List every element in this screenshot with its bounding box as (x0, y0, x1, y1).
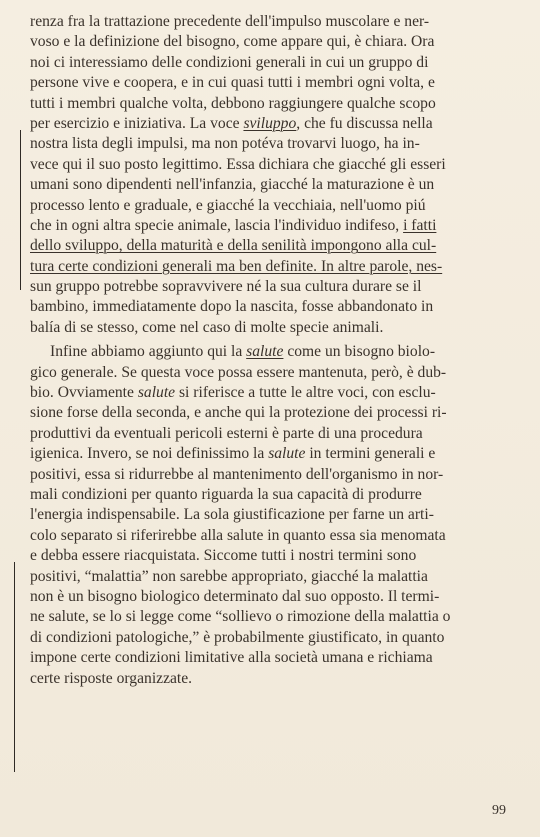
text-line: bio. Ovviamente salute si riferisce a tutte le altre voci, con esclu- (30, 384, 436, 402)
text-line: certe risposte organizzate. (30, 669, 193, 687)
text-line: persone vive e coopera, e in cui quasi tutti i membri ogni volta, e (30, 74, 435, 92)
text-line: nostra lista degli impulsi, ma non potéva trovarvi luogo, ha in- (30, 135, 420, 153)
text-line: sione forse della seconda, e anche qui la protezione dei processi ri- (30, 404, 447, 422)
text-line: gico generale. Se questa voce possa essere mantenuta, però, è dub- (30, 363, 447, 381)
text-line: noi ci interessiamo delle condizioni generali in cui un gruppo di (30, 53, 429, 71)
text-line: e debba essere riacquistata. Siccome tutti i nostri termini sono (30, 547, 417, 565)
text-line: tutti i membri qualche volta, debbono raggiungere qualche scopo (30, 94, 436, 112)
underlined-line: tura certe condizioni generali ma ben definite. In altre parole, nes- (30, 257, 443, 275)
term-salute: salute (246, 343, 284, 361)
term-salute: salute (137, 384, 176, 402)
text-line: ne salute, se lo si legge come “sollievo o rimozione della malattia o (30, 608, 451, 626)
text-line: l'energia indispensabile. La sola giustificazione per farne un arti- (30, 506, 434, 524)
text-line: di condizioni patologiche,” è probabilmente giustificato, in quanto (30, 628, 445, 646)
text-line: per esercizio e iniziativa. La voce sviluppo, che fu discussa nella (30, 114, 433, 132)
text-line: sun gruppo potrebbe sopravvivere né la sua cultura durare se il (30, 278, 422, 296)
text-line: Infine abbiamo aggiunto qui la salute come un bisogno biolo- (50, 343, 436, 361)
underlined-line: dello sviluppo, della maturità e della senilità impongono alla cul- (30, 237, 437, 255)
term-salute: salute (268, 445, 306, 463)
text-line: che in ogni altra specie animale, lascia l'individuo indifeso, i fatti (30, 216, 437, 234)
text-line: balía di se stesso, come nel caso di molte specie animali. (30, 318, 384, 336)
page-number: 99 (492, 803, 506, 818)
text-line: produttivi da eventuali pericoli esterni è parte di una procedura (30, 424, 423, 442)
text-line: umani sono dipendenti nell'infanzia, giacché la maturazione è un (30, 176, 435, 194)
text-line: igienica. Invero, se noi definissimo la salute in termini generali e (30, 445, 436, 463)
body-text (30, 12, 520, 689)
text-line: bambino, immediatamente dopo la nascita, fosse abbandonato in (30, 298, 434, 316)
underlined-phrase: i fatti (403, 216, 437, 234)
margin-mark (20, 130, 21, 290)
text-line: voso e la definizione del bisogno, come appare qui, è chiara. Ora (30, 33, 435, 51)
text-line: positivi, “malattia” non sarebbe appropriato, giacché la malattia (30, 567, 428, 585)
margin-mark (14, 562, 15, 772)
text-line: impone certe condizioni limitative alla società umana e richiama (30, 649, 433, 667)
text-line: mali condizioni per quanto riguarda la sua capacità di produrre (30, 485, 422, 503)
text-line: renza fra la trattazione precedente dell'impulso muscolare e ner- (30, 13, 430, 30)
text-line: positivi, essa si ridurrebbe al mantenimento dell'organismo in nor- (30, 465, 444, 483)
text-line: processo lento e graduale, e giacché la vecchiaia, nell'uomo piú (30, 196, 426, 214)
term-sviluppo: sviluppo (243, 114, 297, 132)
text-line: colo separato si riferirebbe alla salute in quanto essa sia menomata (30, 526, 446, 544)
text-line: vece qui il suo posto legittimo. Essa dichiara che giacché gli esseri (30, 155, 446, 173)
text-line: non è un bisogno biologico determinato dal suo opposto. Il termi- (30, 587, 440, 605)
